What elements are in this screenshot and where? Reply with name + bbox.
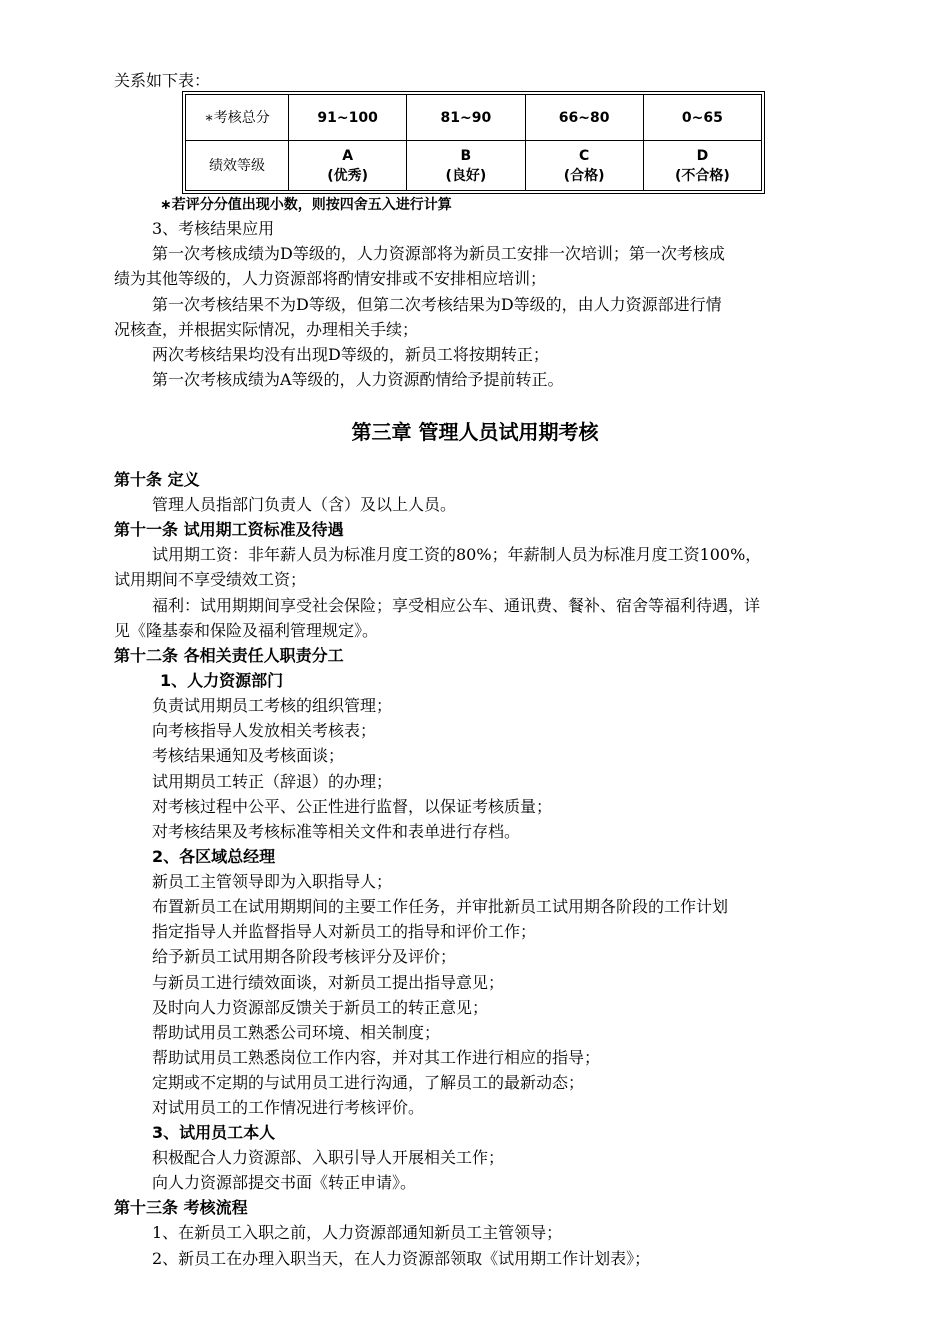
article-title: 第十二条 各相关责任人职责分工 <box>114 646 344 665</box>
paragraph: 第一次考核成绩为D等级的，人力资源部将为新员工安排一次培训；第一次考核成 <box>152 244 725 263</box>
list-item: 与新员工进行绩效面谈，对新员工提出指导意见； <box>152 973 505 992</box>
list-item: 对考核过程中公平、公正性进行监督，以保证考核质量； <box>152 797 553 816</box>
subsection-title: 3、试用员工本人 <box>152 1123 276 1142</box>
list-item: 及时向人力资源部反馈关于新员工的转正意见； <box>152 998 489 1017</box>
grade-label: (优秀) <box>327 167 369 184</box>
subsection-title: 1、人力资源部门 <box>160 671 284 690</box>
article-title: 第十条 定义 <box>114 470 200 489</box>
article-title: 第十三条 考核流程 <box>114 1198 248 1217</box>
paragraph: 两次考核结果均没有出现D等级的，新员工将按期转正； <box>152 345 549 364</box>
list-item: 帮助试用员工熟悉岗位工作内容，并对其工作进行相应的指导； <box>152 1048 601 1067</box>
grade-letter: A <box>342 147 354 164</box>
paragraph: 试用期间不享受绩效工资； <box>114 570 307 589</box>
list-item: 定期或不定期的与试用员工进行沟通，了解员工的最新动态； <box>152 1073 585 1092</box>
list-item: 试用期员工转正（辞退）的办理； <box>152 772 393 791</box>
score-cell: 91~100 <box>289 95 407 141</box>
list-item: 布置新员工在试用期期间的主要工作任务，并审批新员工试用期各阶段的工作计划 <box>152 897 729 916</box>
subsection-title: 2、各区域总经理 <box>152 847 276 866</box>
paragraph: 况核查，并根据实际情况，办理相关手续； <box>114 320 419 339</box>
list-item: 对考核结果及考核标准等相关文件和表单进行存档。 <box>152 822 521 841</box>
grade-letter: B <box>460 147 472 164</box>
list-item: 新员工主管领导即为入职指导人； <box>152 872 393 891</box>
grade-label: (不合格) <box>674 167 730 184</box>
grade-table <box>182 91 765 194</box>
list-item: 1、在新员工入职之前，人力资源部通知新员工主管领导； <box>152 1223 563 1242</box>
paragraph: 管理人员指部门负责人（含）及以上人员。 <box>152 495 457 514</box>
grade-cell <box>289 141 407 191</box>
paragraph: 第一次考核成绩为A等级的，人力资源酌情给予提前转正。 <box>152 370 564 389</box>
grade-cell <box>643 141 761 191</box>
paragraph: 见《隆基泰和保险及福利管理规定》。 <box>114 621 379 640</box>
grade-label: (合格) <box>563 167 605 184</box>
article-title: 第十一条 试用期工资标准及待遇 <box>114 520 344 539</box>
list-item: 给予新员工试用期各阶段考核评分及评价； <box>152 947 457 966</box>
chapter-title: 第三章 管理人员试用期考核 <box>351 420 599 444</box>
list-item: 向人力资源部提交书面《转正申请》。 <box>152 1173 417 1192</box>
rounding-note: ∗若评分分值出现小数，则按四舍五入进行计算 <box>160 197 452 213</box>
list-item: 考核结果通知及考核面谈； <box>152 746 345 765</box>
paragraph: 第一次考核结果不为D等级，但第二次考核结果为D等级的，由人力资源部进行情 <box>152 295 722 314</box>
list-item: 负责试用期员工考核的组织管理； <box>152 696 393 715</box>
score-header: ∗考核总分 <box>186 95 289 141</box>
grade-cell <box>407 141 525 191</box>
list-item: 帮助试用员工熟悉公司环境、相关制度； <box>152 1023 441 1042</box>
paragraph: 福利：试用期期间享受社会保险；享受相应公车、通讯费、餐补、宿舍等福利待遇，详 <box>152 596 761 615</box>
paragraph: 绩为其他等级的，人力资源部将酌情安排或不安排相应培训； <box>114 269 547 288</box>
list-item: 对试用员工的工作情况进行考核评价。 <box>152 1098 425 1117</box>
score-cell: 0~65 <box>643 95 761 141</box>
grade-letter: C <box>578 147 590 164</box>
score-cell: 81~90 <box>407 95 525 141</box>
grade-cell <box>525 141 643 191</box>
grade-header: 绩效等级 <box>186 141 289 191</box>
list-item: 向考核指导人发放相关考核表； <box>152 721 377 740</box>
list-item: 积极配合人力资源部、入职引导人开展相关工作； <box>152 1148 505 1167</box>
list-item: 2、新员工在办理入职当天，在人力资源部领取《试用期工作计划表》； <box>152 1249 651 1268</box>
paragraph: 试用期工资：非年薪人员为标准月度工资的80%；年薪制人员为标准月度工资100%， <box>152 545 762 564</box>
grade-letter: D <box>696 147 709 164</box>
list-item: 指定指导人并监督指导人对新员工的指导和评价工作； <box>152 922 537 941</box>
grade-label: (良好) <box>445 167 487 184</box>
section-title: 3、考核结果应用 <box>152 219 275 238</box>
intro-text: 关系如下表： <box>114 71 211 90</box>
score-cell: 66~80 <box>525 95 643 141</box>
